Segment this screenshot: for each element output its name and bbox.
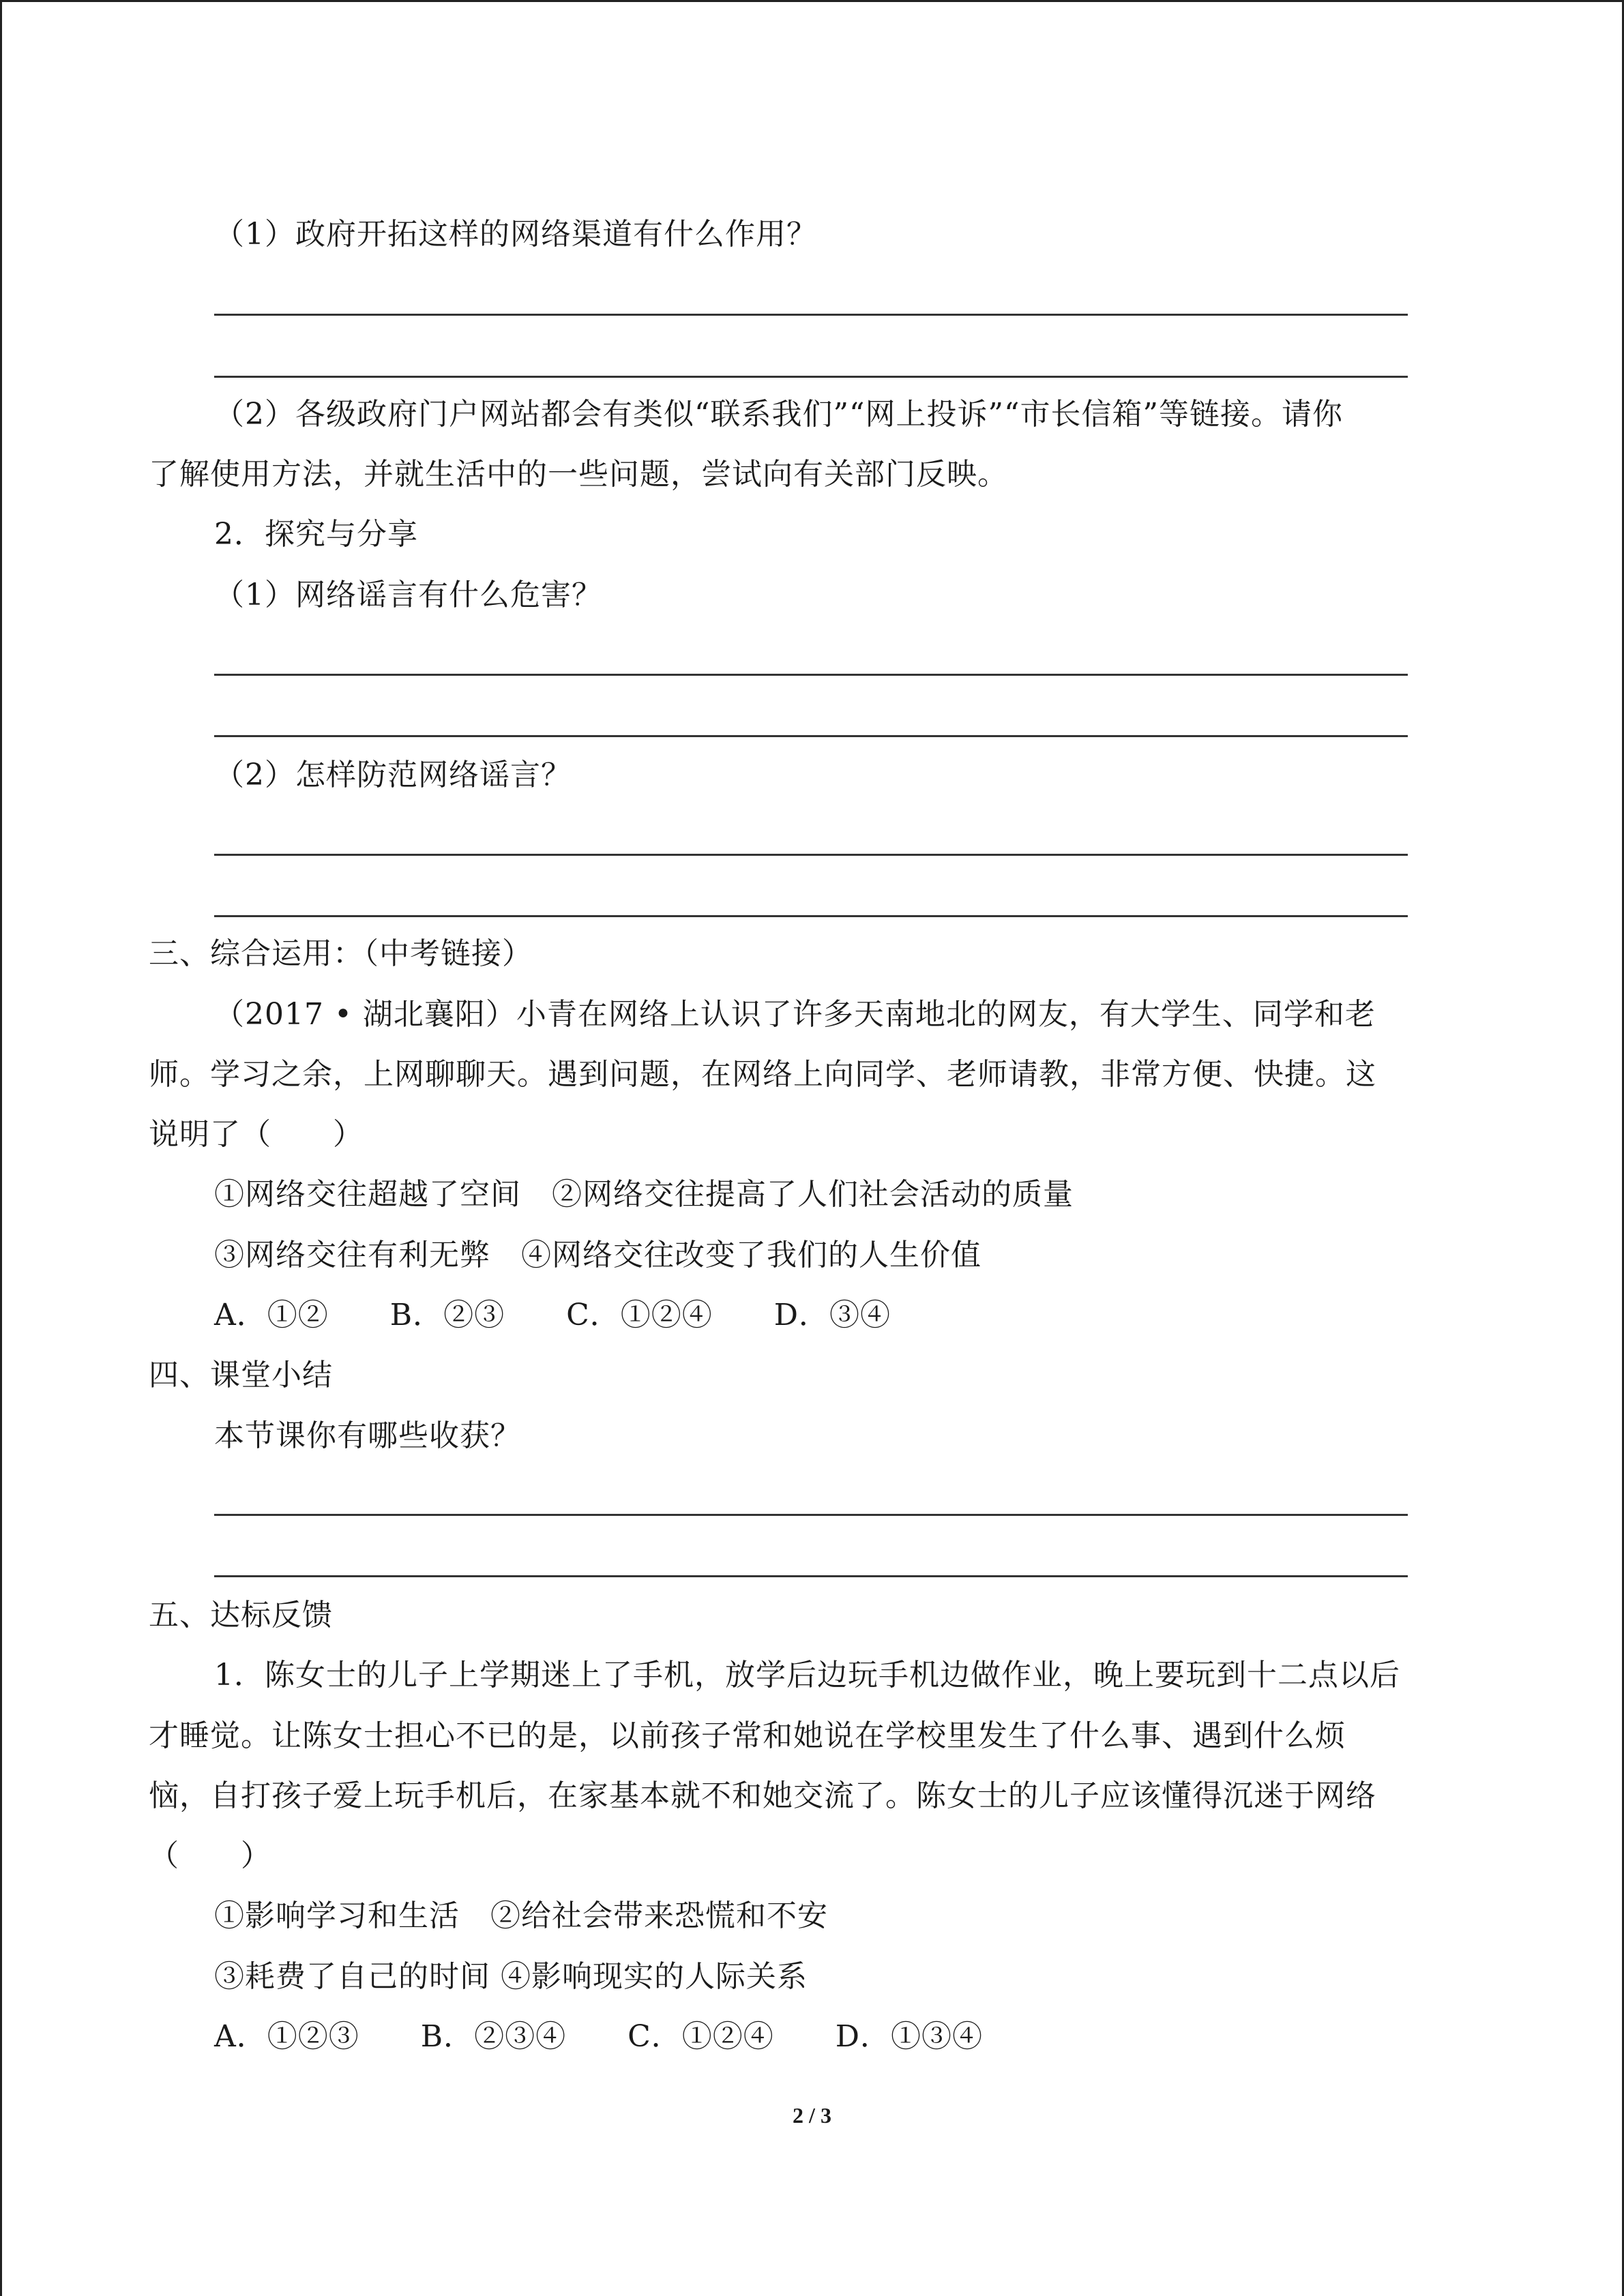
section-4-heading: 四、课堂小结 [149, 1358, 333, 1392]
section-5-heading: 五、达标反馈 [149, 1598, 333, 1632]
section-5-paragraph-line-1: 1．陈女士的儿子上学期迷上了手机，放学后边玩手机边做作业，晚上要玩到十二点以后 [214, 1658, 1400, 1693]
answer-line [214, 1514, 1408, 1516]
section-5-paragraph-line-3: 恼，自打孩子爱上玩手机后，在家基本就不和她交流了。陈女士的儿子应该懂得沉迷于网络 [149, 1778, 1376, 1813]
question-2-1: （1）网络谣言有什么危害？ [214, 578, 602, 612]
section-5-options-line-1: ①影响学习和生活 ②给社会带来恐慌和不安 [214, 1898, 828, 1933]
section-3-answer-choices: A．①② B．②③ C．①②④ D．③④ [214, 1298, 891, 1332]
page-border-top [0, 0, 1624, 2]
answer-line [214, 915, 1408, 917]
answer-line [214, 376, 1408, 378]
section-3-heading: 三、综合运用：（中考链接） [149, 936, 533, 971]
page-border-left [0, 0, 2, 2296]
page-number: 2 / 3 [793, 2103, 831, 2128]
section-3-options-line-2: ③网络交往有利无弊 ④网络交往改变了我们的人生价值 [214, 1238, 981, 1272]
question-1-2-line-1: （2）各级政府门户网站都会有类似“联系我们”“网上投诉”“市长信箱”等链接。请你 [214, 397, 1343, 432]
section-3-options-line-1: ①网络交往超越了空间 ②网络交往提高了人们社会活动的质量 [214, 1177, 1074, 1212]
question-1-2-line-2: 了解使用方法，并就生活中的一些问题，尝试向有关部门反映。 [149, 457, 1008, 492]
section-5-answer-choices: A．①②③ B．②③④ C．①②④ D．①③④ [214, 2019, 984, 2054]
answer-line [214, 854, 1408, 856]
section-5-paragraph-line-4: （ ） [149, 1838, 271, 1873]
section-2-heading: 2．探究与分享 [214, 517, 418, 552]
section-3-paragraph-line-2: 师。学习之余，上网聊聊天。遇到问题，在网络上向同学、老师请教，非常方便、快捷。这 [149, 1057, 1376, 1092]
section-3-paragraph-line-3: 说明了（ ） [149, 1117, 364, 1152]
question-2-2: （2）怎样防范网络谣言？ [214, 758, 572, 792]
answer-line [214, 314, 1408, 316]
section-5-paragraph-line-2: 才睡觉。让陈女士担心不已的是，以前孩子常和她说在学校里发生了什么事、遇到什么烦 [149, 1718, 1346, 1753]
answer-line [214, 674, 1408, 676]
answer-line [214, 735, 1408, 737]
section-4-question: 本节课你有哪些收获？ [214, 1418, 521, 1453]
question-1-1: （1）政府开拓这样的网络渠道有什么作用？ [214, 217, 817, 252]
section-3-paragraph-line-1: （2017 • 湖北襄阳）小青在网络上认识了许多天南地北的网友，有大学生、同学和老 [214, 997, 1376, 1032]
section-5-options-line-2: ③耗费了自己的时间 ④影响现实的人际关系 [214, 1959, 808, 1994]
answer-line [214, 1575, 1408, 1577]
